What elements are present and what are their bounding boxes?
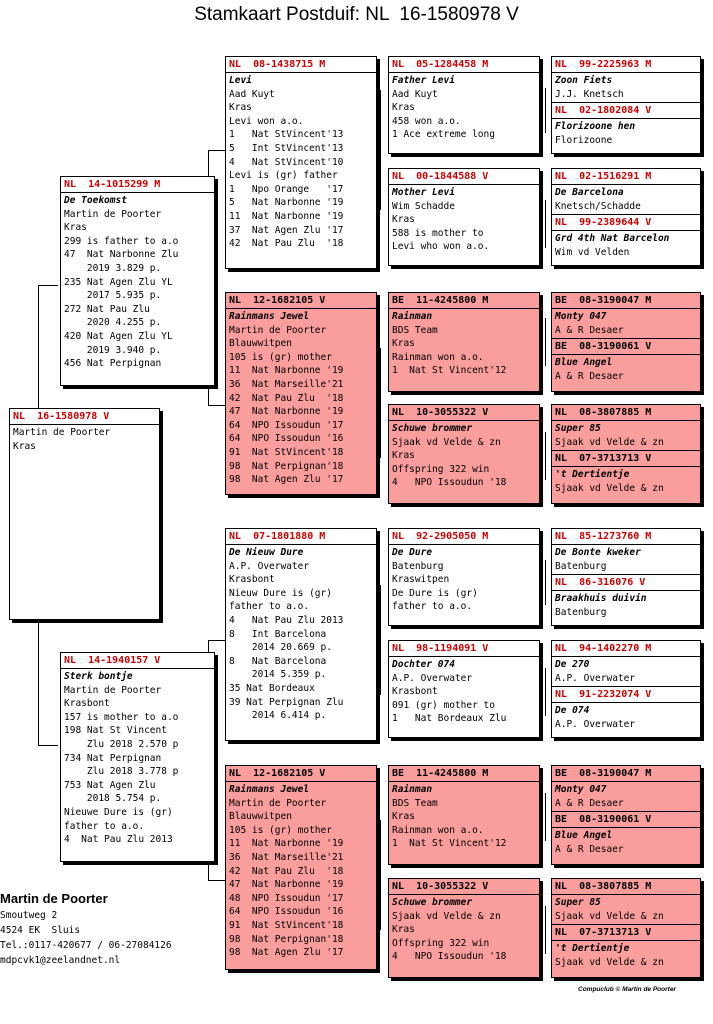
info-line: Kras <box>392 924 415 936</box>
info-line: 64 NPO Issoudun '17 <box>229 419 344 431</box>
page-title: Stamkaart Postduif: NL 16-1580978 V <box>194 4 519 25</box>
info-line: Wim Schadde <box>392 200 455 212</box>
owner-info <box>0 890 215 968</box>
owner-email[interactable]: mdpcvk1@zeelandnet.nl <box>0 955 121 966</box>
connector <box>545 88 546 133</box>
info-line: 1 Ace extreme long <box>392 129 495 141</box>
info-line: Kras <box>392 811 415 823</box>
info-line: Kras <box>229 102 252 114</box>
info-line: 37 Nat Agen Zlu '17 <box>229 224 344 236</box>
info-line: father to a.o. <box>64 820 145 832</box>
pigeon-name: 't Dertientje <box>555 469 630 481</box>
info-line: Krasbont <box>392 686 438 698</box>
connector <box>545 318 546 366</box>
info-line: 35 Nat Bordeaux <box>229 682 315 694</box>
pigeon-name: Grd 4th Nat Barcelon <box>555 233 670 245</box>
info-line: Sjaak vd Velde & zn <box>392 436 501 448</box>
ring-number: BE 08-3190061 V <box>552 811 700 828</box>
info-line: 157 is mother to a.o <box>64 711 179 723</box>
connector <box>208 150 225 151</box>
connector <box>545 560 546 605</box>
info-line: 2019 3.829 p. <box>64 262 162 274</box>
ring-number: NL 00-1844588 V <box>389 169 539 185</box>
info-line: father to a.o. <box>392 601 473 613</box>
info-line: Martin de Poorter <box>229 797 327 809</box>
ring-number: NL 99-2225963 M <box>552 57 700 73</box>
pigeon-name: Super 85 <box>555 423 601 434</box>
info-line: 8 Int Barcelona <box>229 628 327 640</box>
g4-pair-card[interactable] <box>551 640 701 738</box>
owner-line: Florizoone <box>555 134 613 146</box>
info-line: Offspring 322 win <box>392 937 490 949</box>
info-line: 235 Nat Agen Zlu YL <box>64 276 173 288</box>
info-line: Blauwwitpen <box>229 338 292 350</box>
rainman-card[interactable] <box>388 292 540 392</box>
info-line: 64 NPO Issoudun '16 <box>229 906 344 918</box>
info-line: 4 Nat Pau Zlu 2013 <box>229 614 344 626</box>
info-line: 4 Nat StVincent'10 <box>229 156 344 168</box>
ring-number: NL 85-1273760 M <box>552 529 700 545</box>
info-line: Martin de Poorter <box>64 684 162 696</box>
info-line: 588 is mother to <box>392 227 484 239</box>
info-line: 1 Nat Bordeaux Zlu <box>392 713 507 725</box>
owner-address: Smoutweg 2 <box>0 910 58 921</box>
info-line: 47 Nat Narbonne '19 <box>229 406 344 418</box>
info-line: Kraswitpen <box>392 574 450 586</box>
info-line: 105 is (gr) mother <box>229 824 332 836</box>
info-line: 4 NPO Issoudun '18 <box>392 951 507 963</box>
pigeon-name: Rainman <box>392 784 433 795</box>
pigeon-name: De 074 <box>555 705 590 717</box>
info-line: A.P. Overwater <box>229 560 310 572</box>
connector <box>38 620 39 745</box>
owner-line: Sjaak vd Velde & zn <box>555 436 664 448</box>
ring-number: BE 08-3190061 V <box>552 338 700 355</box>
owner-line: Sjaak vd Velde & zn <box>555 910 664 922</box>
connector <box>208 880 225 881</box>
subject-color: Kras <box>13 440 36 452</box>
connector <box>380 820 381 930</box>
info-line: Zlu 2018 3.778 p <box>64 766 179 778</box>
info-line: 36 Nat Marseille'21 <box>229 378 344 390</box>
info-line: 11 Nat Narbonne '19 <box>229 210 344 222</box>
info-line: Zlu 2018 2.570 p <box>64 738 179 750</box>
owner-line: A & R Desaer <box>555 324 624 336</box>
info-line: 420 Nat Agen Zlu YL <box>64 330 173 342</box>
g4-pair-card[interactable] <box>551 56 701 154</box>
dam-sire-card[interactable] <box>225 528 377 741</box>
pigeon-name: Monty 047 <box>555 784 607 795</box>
schuwe-brommer-card[interactable] <box>388 878 540 978</box>
subject-card[interactable] <box>9 408 160 620</box>
info-line: 42 Nat Pau Zlu '18 <box>229 865 344 877</box>
sire-card[interactable] <box>60 176 215 386</box>
levi-mother-card[interactable] <box>388 168 540 266</box>
connector <box>380 90 381 210</box>
info-line: De Dure is (gr) <box>392 587 478 599</box>
info-line: 091 (gr) mother to <box>392 699 495 711</box>
info-line: Krasbont <box>64 698 110 710</box>
pigeon-name: Monty 047 <box>555 311 607 322</box>
info-line: 2014 5.359 p. <box>229 669 327 681</box>
owner-line: J.J. Knetsch <box>555 88 624 100</box>
dam-card[interactable] <box>60 652 215 862</box>
info-line: 1 Nat StVincent'13 <box>229 129 344 141</box>
info-line: Kras <box>392 338 415 350</box>
ring-number: NL 05-1284458 M <box>389 57 539 73</box>
ring-number: NL 07-3713713 V <box>552 924 700 941</box>
connector <box>545 432 546 480</box>
info-line: 91 Nat StVincent'18 <box>229 446 344 458</box>
ring-number: NL 86-316076 V <box>552 574 700 591</box>
info-line: Rainman won a.o. <box>392 824 484 836</box>
connector <box>38 285 39 410</box>
ring-number: NL 98-1194091 V <box>389 641 539 657</box>
subject-owner: Martin de Poorter <box>13 427 111 438</box>
owner-line: A & R Desaer <box>555 797 624 809</box>
ring-number: NL 02-1516291 M <box>552 169 700 185</box>
info-line: Martin de Poorter <box>229 324 327 336</box>
connector <box>380 348 381 458</box>
pigeon-name: Rainmans Jewel <box>229 784 310 795</box>
info-line: 42 Nat Pau Zlu '18 <box>229 392 344 404</box>
info-line: 8 Nat Barcelona <box>229 655 327 667</box>
footer-credit: Compuclub © Martin de Poorter <box>578 986 676 993</box>
info-line: 456 Nat Perpignan <box>64 358 162 370</box>
info-line: Aad Kuyt <box>392 88 438 100</box>
connector <box>545 668 546 716</box>
connector <box>545 793 546 841</box>
pigeon-name: Zoon Fiets <box>555 75 613 86</box>
pigeon-name: De Barcelona <box>555 187 624 198</box>
pigeon-name: Blue Angel <box>555 357 613 369</box>
info-line: Blauwwitpen <box>229 811 292 823</box>
g4-pair-card[interactable] <box>551 765 701 865</box>
ring-number: NL 14-1015299 M <box>61 177 214 193</box>
connector <box>38 745 58 746</box>
ring-number: NL 14-1940157 V <box>61 653 214 669</box>
info-line: Nieuwe Dure is (gr) <box>64 806 173 818</box>
info-line: Aad Kuyt <box>229 88 275 100</box>
info-line: 1 Nat St Vincent'12 <box>392 365 507 377</box>
g4-pair-card[interactable] <box>551 404 701 504</box>
ring-number: NL 07-3713713 V <box>552 450 700 467</box>
info-line: 2014 6.414 p. <box>229 710 327 722</box>
info-line: Levi who won a.o. <box>392 241 490 253</box>
info-line: Offspring 322 win <box>392 463 490 475</box>
ring-number: NL 94-1402270 M <box>552 641 700 657</box>
info-line: 753 Nat Agen Zlu <box>64 779 156 791</box>
info-line: Kras <box>392 214 415 226</box>
owner-line: A.P. Overwater <box>555 672 636 684</box>
pigeon-name: 't Dertientje <box>555 943 630 955</box>
g4-pair-card[interactable] <box>551 878 701 978</box>
owner-phone: Tel.:0117-420677 / 06-27084126 <box>0 940 172 951</box>
info-line: Sjaak vd Velde & zn <box>392 910 501 922</box>
ring-number: NL 02-1802084 V <box>552 102 700 119</box>
ring-number: NL 91-2232074 V <box>552 686 700 703</box>
info-line: 47 Nat Narbonne Zlu <box>64 249 179 261</box>
info-line: 2018 5.754 p. <box>64 793 162 805</box>
info-line: 299 is father to a.o <box>64 235 179 247</box>
pigeon-name: Levi <box>229 75 252 86</box>
info-line: 4 Nat Pau Zlu 2013 <box>64 834 173 846</box>
connector <box>208 640 225 641</box>
info-line: Kras <box>392 450 415 462</box>
owner-line: Batenburg <box>555 560 607 572</box>
ring-number: NL 99-2389644 V <box>552 214 700 231</box>
ring-number: BE 11-4245800 M <box>389 766 539 782</box>
g4-pair-card[interactable] <box>551 292 701 392</box>
connector <box>545 200 546 248</box>
info-line: 2019 3.940 p. <box>64 344 162 356</box>
sire-dam-card[interactable] <box>225 292 377 495</box>
ring-number: NL 92-2905050 M <box>389 529 539 545</box>
info-line: Martin de Poorter <box>64 208 162 220</box>
info-line: 11 Nat Narbonne '19 <box>229 365 344 377</box>
pigeon-name: Rainmans Jewel <box>229 311 310 322</box>
ring-number: BE 11-4245800 M <box>389 293 539 309</box>
info-line: 64 NPO Issoudun '16 <box>229 433 344 445</box>
dochter-card[interactable] <box>388 640 540 738</box>
info-line: Levi won a.o. <box>229 115 304 127</box>
info-line: 47 Nat Narbonne '19 <box>229 879 344 891</box>
pigeon-name: Mother Levi <box>392 187 455 198</box>
info-line: 2017 5.935 p. <box>64 290 162 302</box>
pigeon-name: De Nieuw Dure <box>229 547 304 558</box>
info-line: 4 NPO Issoudun '18 <box>392 477 507 489</box>
pigeon-name: Schuwe brommer <box>392 897 473 908</box>
info-line: Rainman won a.o. <box>392 351 484 363</box>
owner-line: Knetsch/Schadde <box>555 200 641 212</box>
owner-line: A & R Desaer <box>555 370 624 382</box>
pigeon-name: De Dure <box>392 547 433 558</box>
info-line: 5 Nat Narbonne '19 <box>229 197 344 209</box>
dam-dam-card[interactable] <box>225 765 377 970</box>
pigeon-name: Father Levi <box>392 75 455 86</box>
ring-number: BE 08-3190047 M <box>552 766 700 782</box>
sire-sire-card[interactable] <box>225 56 377 269</box>
ring-number: NL 08-3807885 M <box>552 405 700 421</box>
g4-pair-card[interactable] <box>551 168 701 266</box>
info-line: Nieuw Dure is (gr) <box>229 587 332 599</box>
info-line: 1 Nat St Vincent'12 <box>392 838 507 850</box>
info-line: 39 Nat Perpignan Zlu <box>229 696 344 708</box>
info-line: 2014 20.669 p. <box>229 642 332 654</box>
info-line: Kras <box>392 102 415 114</box>
ring-number: NL 08-1438715 M <box>226 57 376 73</box>
pigeon-name: Rainman <box>392 311 433 322</box>
connector <box>380 585 381 695</box>
info-line: 458 won a.o. <box>392 115 461 127</box>
info-line: 11 Nat Narbonne '19 <box>229 838 344 850</box>
pigeon-name: De Bonte kweker <box>555 547 641 558</box>
ring-number: NL 12-1682105 V <box>226 293 376 309</box>
ring-number: BE 08-3190047 M <box>552 293 700 309</box>
info-line: 734 Nat Perpignan <box>64 752 162 764</box>
pigeon-name: Dochter 074 <box>392 659 455 670</box>
info-line: 2020 4.255 p. <box>64 317 162 329</box>
info-line: 1 Npo Orange '17 <box>229 183 344 195</box>
info-line: father to a.o. <box>229 601 310 613</box>
connector <box>545 906 546 954</box>
info-line: 98 Nat Agen Zlu '17 <box>229 474 344 486</box>
info-line: BDS Team <box>392 324 438 336</box>
pigeon-name: Florizoone hen <box>555 121 636 133</box>
ring-number: NL 16-1580978 V <box>10 409 159 425</box>
pigeon-name: De Toekomst <box>64 195 127 206</box>
info-line: 42 Nat Pau Zlu '18 <box>229 238 344 250</box>
info-line: 272 Nat Pau Zlu <box>64 303 150 315</box>
rainman-card[interactable] <box>388 765 540 865</box>
info-line: BDS Team <box>392 797 438 809</box>
info-line: 98 Nat Perpignan'18 <box>229 933 344 945</box>
info-line: 105 is (gr) mother <box>229 351 332 363</box>
pigeon-name: Blue Angel <box>555 830 613 842</box>
owner-line: Wim vd Velden <box>555 246 630 258</box>
owner-name: Martin de Poorter <box>0 891 108 906</box>
info-line: 198 Nat St Vincent <box>64 725 167 737</box>
info-line: 48 NPO Issoudun '17 <box>229 892 344 904</box>
owner-line: A & R Desaer <box>555 843 624 855</box>
info-line: 36 Nat Marseille'21 <box>229 851 344 863</box>
ring-number: NL 07-1801880 M <box>226 529 376 545</box>
info-line: 98 Nat Agen Zlu '17 <box>229 947 344 959</box>
pigeon-name: Super 85 <box>555 897 601 908</box>
connector <box>38 285 58 286</box>
pigeon-name: Braakhuis duivin <box>555 593 647 605</box>
schuwe-brommer-card[interactable] <box>388 404 540 504</box>
info-line: 5 Int StVincent'13 <box>229 142 344 154</box>
levi-father-card[interactable] <box>388 56 540 154</box>
owner-line: Sjaak vd Velde & zn <box>555 482 664 494</box>
pigeon-name: Schuwe brommer <box>392 423 473 434</box>
owner-line: A.P. Overwater <box>555 718 636 730</box>
pigeon-name: De 270 <box>555 659 590 670</box>
ring-number: NL 08-3807885 M <box>552 879 700 895</box>
de-dure-card[interactable] <box>388 528 540 626</box>
info-line: 98 Nat Perpignan'18 <box>229 460 344 472</box>
g4-pair-card[interactable] <box>551 528 701 626</box>
ring-number: NL 10-3055322 V <box>389 405 539 421</box>
ring-number: NL 12-1682105 V <box>226 766 376 782</box>
info-line: Levi is (gr) father <box>229 170 338 182</box>
owner-postcode: 4524 EK Sluis <box>0 925 81 936</box>
owner-line: Batenburg <box>555 606 607 618</box>
info-line: A.P. Overwater <box>392 672 473 684</box>
connector <box>208 405 225 406</box>
info-line: Krasbont <box>229 574 275 586</box>
pigeon-name: Sterk bontje <box>64 671 133 682</box>
info-line: 91 Nat StVincent'18 <box>229 919 344 931</box>
ring-number: NL 10-3055322 V <box>389 879 539 895</box>
info-line: Batenburg <box>392 560 444 572</box>
info-line: Kras <box>64 222 87 234</box>
owner-line: Sjaak vd Velde & zn <box>555 956 664 968</box>
